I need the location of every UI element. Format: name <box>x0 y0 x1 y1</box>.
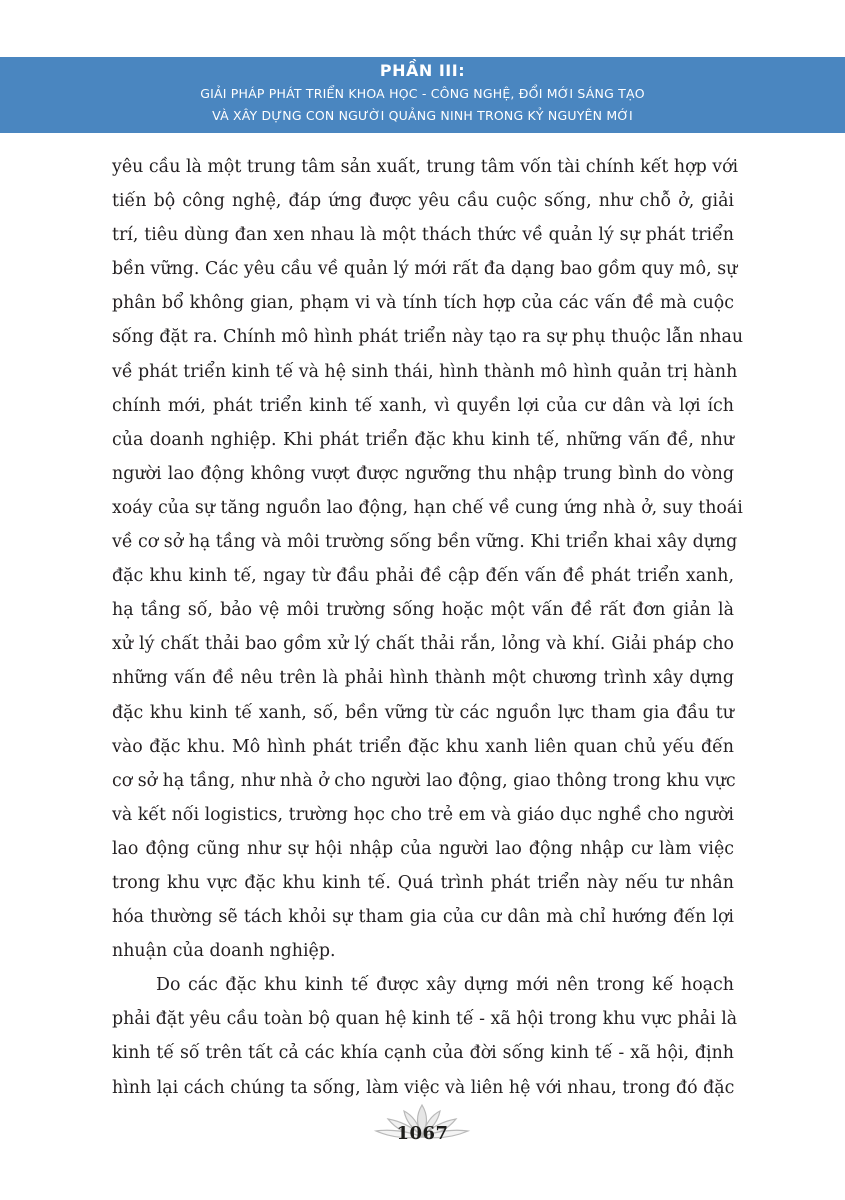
text-line: Do các đặc khu kinh tế được xây dựng mới nên trong kế hoạch <box>156 975 734 996</box>
text-line: đặc khu kinh tế, ngay từ đầu phải đề cập đến vấn đề phát triển xanh, <box>112 566 734 587</box>
text-line: và kết nối logistics, trường học cho trẻ em và giáo dục nghề cho người <box>112 804 734 825</box>
text-line: lao động cũng như sự hội nhập của người lao động nhập cư làm việc <box>112 838 734 859</box>
text-line: cơ sở hạ tầng, như nhà ở cho người lao động, giao thông trong khu vực <box>112 770 736 791</box>
page-footer <box>0 1103 845 1163</box>
text-line: trong khu vực đặc khu kinh tế. Quá trình phát triển này nếu tư nhân <box>112 872 734 893</box>
text-line: nhuận của doanh nghiệp. <box>112 941 336 962</box>
text-line: xử lý chất thải bao gồm xử lý chất thải rắn, lỏng và khí. Giải pháp cho <box>112 634 734 655</box>
page-number: 1067 <box>396 1123 449 1144</box>
text-line: vào đặc khu. Mô hình phát triển đặc khu xanh liên quan chủ yếu đến <box>112 736 734 757</box>
text-line: tiến bộ công nghệ, đáp ứng được yêu cầu cuộc sống, như chỗ ở, giải <box>112 191 734 212</box>
text-line: hình lại cách chúng ta sống, làm việc và liên hệ với nhau, trong đó đặc <box>112 1077 735 1098</box>
text-line: những vấn đề nêu trên là phải hình thành một chương trình xây dựng <box>112 668 734 689</box>
text-line: phân bổ không gian, phạm vi và tính tích hợp của các vấn đề mà cuộc <box>112 293 734 314</box>
text-line: của doanh nghiệp. Khi phát triển đặc khu kinh tế, những vấn đề, như <box>112 429 734 450</box>
text-line: người lao động không vượt được ngưỡng thu nhập trung bình do vòng <box>112 463 734 484</box>
part-title: PHẦN III: <box>379 61 466 80</box>
text-line: bền vững. Các yêu cầu về quản lý mới rất đa dạng bao gồm quy mô, sự <box>112 259 738 280</box>
text-line: kinh tế số trên tất cả các khía cạnh của đời sống kinh tế - xã hội, định <box>112 1043 734 1064</box>
text-line: yêu cầu là một trung tâm sản xuất, trung tâm vốn tài chính kết hợp với <box>112 157 739 177</box>
section-header-band <box>0 57 845 133</box>
text-line: phải đặt yêu cầu toàn bộ quan hệ kinh tế - xã hội trong khu vực phải là <box>112 1009 738 1030</box>
text-line: về phát triển kinh tế và hệ sinh thái, hình thành mô hình quản trị hành <box>112 361 738 382</box>
body-text <box>112 150 744 1105</box>
text-line: đặc khu kinh tế xanh, số, bền vững từ các nguồn lực tham gia đầu tư <box>112 702 734 723</box>
text-line: chính mới, phát triển kinh tế xanh, vì quyền lợi của cư dân và lợi ích <box>112 395 734 416</box>
text-line: trí, tiêu dùng đan xen nhau là một thách thức về quản lý sự phát triển <box>112 225 734 246</box>
text-line: hạ tầng số, bảo vệ môi trường sống hoặc một vấn đề rất đơn giản là <box>112 600 734 621</box>
text-line: hóa thường sẽ tách khỏi sự tham gia của cư dân mà chỉ hướng đến lợi <box>112 907 734 928</box>
text-line: sống đặt ra. Chính mô hình phát triển này tạo ra sự phụ thuộc lẫn nhau <box>112 327 744 348</box>
part-subtitle-line-2: VÀ XÂY DỰNG CON NGƯỜI QUẢNG NINH TRONG KỶ NGUYÊN MỚI <box>212 108 633 123</box>
part-subtitle-line-1: GIẢI PHÁP PHÁT TRIỂN KHOA HỌC - CÔNG NGHỆ, ĐỔI MỚI SÁNG TẠO <box>200 86 645 101</box>
text-line: xoáy của sự tăng nguồn lao động, hạn chế về cung ứng nhà ở, suy thoái <box>112 497 743 518</box>
text-line: về cơ sở hạ tầng và môi trường sống bền vững. Khi triển khai xây dựng <box>112 532 738 553</box>
